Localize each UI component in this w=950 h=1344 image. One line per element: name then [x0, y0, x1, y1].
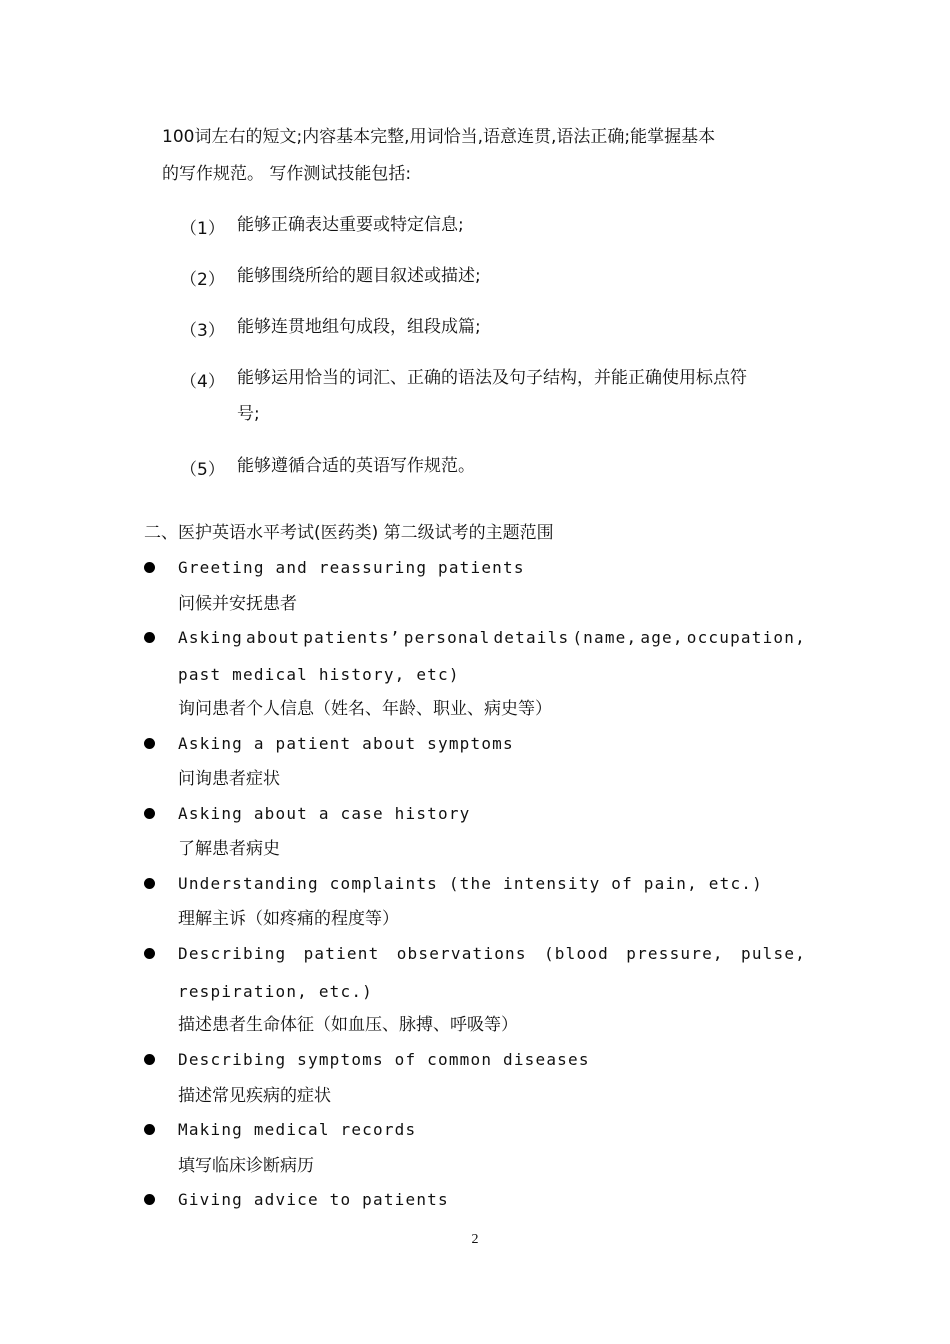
- topic-english: [178, 943, 806, 965]
- section-title: 二、医护英语水平考试(医药类) 第二级试考的主题范围: [144, 523, 554, 543]
- bullet-icon: [144, 808, 155, 819]
- skill-number: （3）: [180, 321, 225, 341]
- topic-word: pressure,: [626, 944, 724, 963]
- topic-word: (blood: [543, 944, 609, 963]
- topic-chinese: 填写临床诊断病历: [178, 1156, 314, 1176]
- bullet-icon: [144, 562, 155, 573]
- topic-english-continued: respiration, etc.): [178, 982, 373, 1001]
- bullet-icon: [144, 632, 155, 643]
- topic-chinese: 询问患者个人信息（姓名、年龄、职业、病史等）: [178, 699, 552, 719]
- topic-english: Asking a patient about symptoms: [178, 734, 514, 753]
- topic-word: pulse,: [741, 944, 806, 963]
- intro-line-2: 的写作规范。 写作测试技能包括:: [162, 164, 412, 184]
- topic-word: Describing: [178, 944, 287, 963]
- topic-word: Asking: [178, 628, 243, 647]
- skill-number: （1）: [180, 219, 225, 239]
- topic-word: details: [493, 628, 570, 647]
- topic-english: Describing symptoms of common diseases: [178, 1050, 590, 1069]
- topic-word: personal: [403, 628, 491, 647]
- topic-word: observations: [396, 944, 527, 963]
- bullet-icon: [144, 1124, 155, 1135]
- page-number: 2: [471, 1232, 479, 1247]
- topic-chinese: 描述患者生命体征（如血压、脉搏、呼吸等）: [178, 1015, 518, 1035]
- bullet-icon: [144, 1194, 155, 1205]
- skill-text: 能够正确表达重要或特定信息;: [237, 215, 464, 235]
- skill-text: 能够连贯地组句成段，组段成篇;: [237, 317, 481, 337]
- topic-chinese: 描述常见疾病的症状: [178, 1086, 331, 1106]
- topic-chinese: 理解主诉（如疼痛的程度等）: [178, 909, 399, 929]
- topic-word: age,: [640, 628, 684, 647]
- skill-text: 能够围绕所给的题目叙述或描述;: [237, 266, 481, 286]
- topic-english: Greeting and reassuring patients: [178, 558, 525, 577]
- topic-word: patients’: [303, 628, 401, 647]
- skill-text: 能够运用恰当的词汇、正确的语法及句子结构，并能正确使用标点符: [237, 368, 747, 388]
- skill-number: （4）: [180, 372, 225, 392]
- bullet-icon: [144, 1054, 155, 1065]
- topic-word: occupation,: [686, 628, 806, 647]
- topic-word: patient: [303, 944, 380, 963]
- topic-english: Making medical records: [178, 1120, 417, 1139]
- topic-chinese: 问候并安抚患者: [178, 594, 297, 614]
- topic-english: Understanding complaints (the intensity of pain, etc.): [178, 874, 763, 893]
- topic-english: Asking about a case history: [178, 804, 471, 823]
- topic-chinese: 了解患者病史: [178, 839, 280, 859]
- bullet-icon: [144, 948, 155, 959]
- topic-english: Giving advice to patients: [178, 1190, 449, 1209]
- topic-chinese: 问询患者症状: [178, 769, 280, 789]
- skill-text: 能够遵循合适的英语写作规范。: [237, 456, 475, 476]
- topic-english-continued: past medical history, etc): [178, 665, 460, 684]
- skill-text-continued: 号;: [237, 404, 260, 424]
- intro-line-1: 100词左右的短文;内容基本完整,用词恰当,语意连贯,语法正确;能掌握基本: [162, 127, 716, 147]
- skill-number: （5）: [180, 460, 225, 480]
- topic-english: [178, 627, 806, 649]
- bullet-icon: [144, 738, 155, 749]
- bullet-icon: [144, 878, 155, 889]
- topic-word: (name,: [572, 628, 638, 647]
- skill-number: （2）: [180, 270, 225, 290]
- topic-word: about: [246, 628, 301, 647]
